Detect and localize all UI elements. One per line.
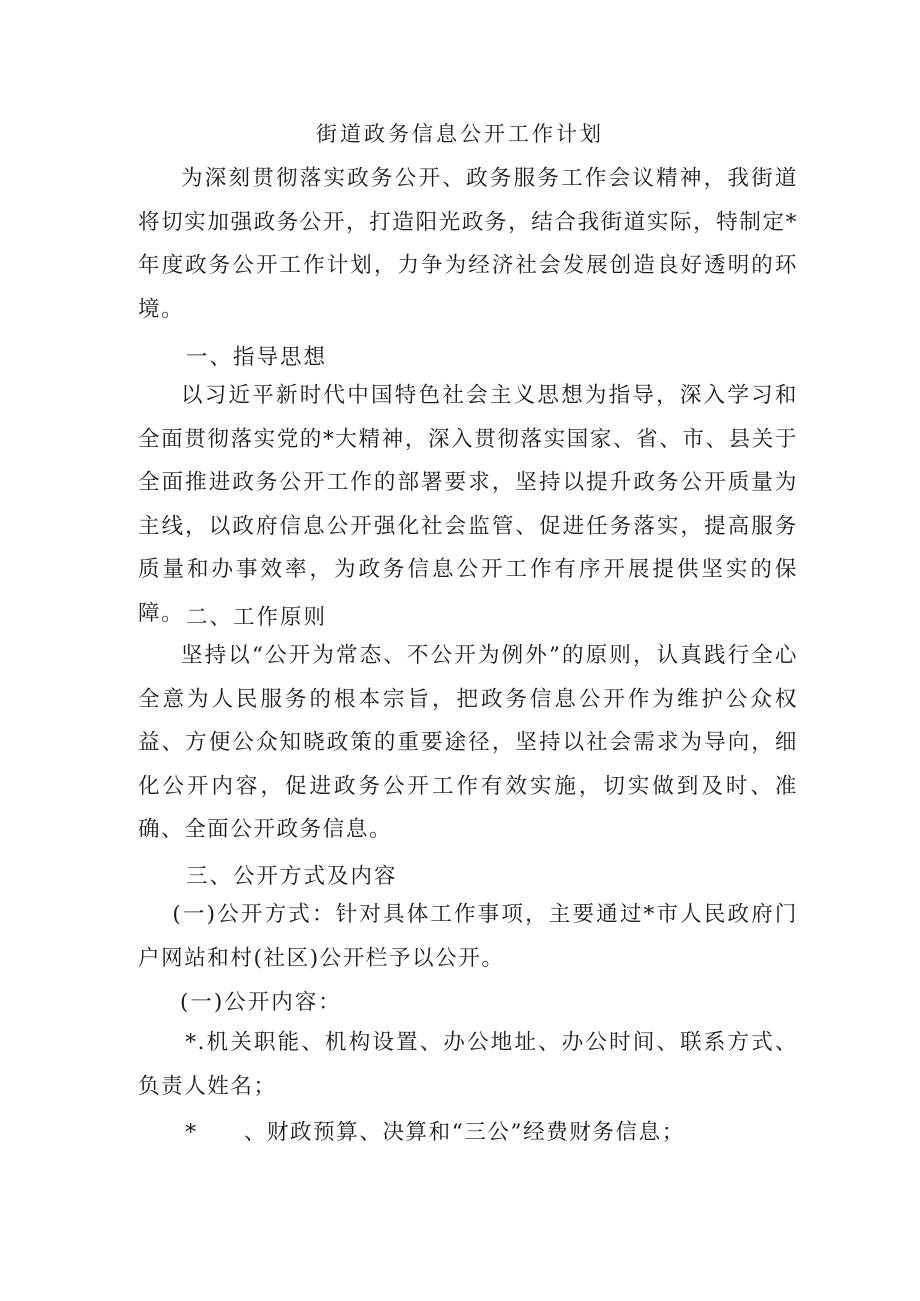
list-item: *.机关职能、机构设置、办公地址、办公时间、联系方式、负责人姓名； [138,1030,798,1099]
intro-paragraph: 为深刻贯彻落实政务公开、政务服务工作会议精神，我街道将切实加强政务公开，打造阳光政务，结合我街道实际，特制定*年度政务公开工作计划，力争为经济社会发展创造良好透明的环境。 [138,166,798,322]
section-heading-guiding-ideology: 一、指导思想 [186,345,328,370]
list-item: * 、财政预算、决算和“三公”经费财务信息； [185,1120,685,1145]
disclosure-content-item: (一)公开内容： [180,990,342,1015]
section-heading-work-principles: 二、工作原则 [186,605,328,630]
section-body-work-principles: 坚持以“公开为常态、不公开为例外”的原则，认真践行全心全意为人民服务的根本宗旨，把政务信息公开作为维护公众权益、方便公众知晓政策的重要途径，坚持以社会需求为导向，细化公开内容，促进政务公开工作有效实施，切实做到及时、准确、全面公开政务信息。 [138,643,798,843]
disclosure-method-item: (一)公开方式：针对具体工作事项，主要通过*市人民政府门户网站和村(社区)公开栏予以公开。 [138,902,798,971]
document-title: 街道政务信息公开工作计划 [316,122,604,146]
section-body-guiding-ideology: 以习近平新时代中国特色社会主义思想为指导，深入学习和全面贯彻落实党的*大精神，深入贯彻落实国家、省、市、县关于全面推进政务公开工作的部署要求，坚持以提升政务公开质量为主线，以政府信息公开强化社会监管、促进任务落实，提高服务质量和办事效率，为政务信息公开工作有序开展提供坚实的保障。 [138,383,798,626]
section-heading-disclosure-methods: 三、公开方式及内容 [186,864,398,889]
